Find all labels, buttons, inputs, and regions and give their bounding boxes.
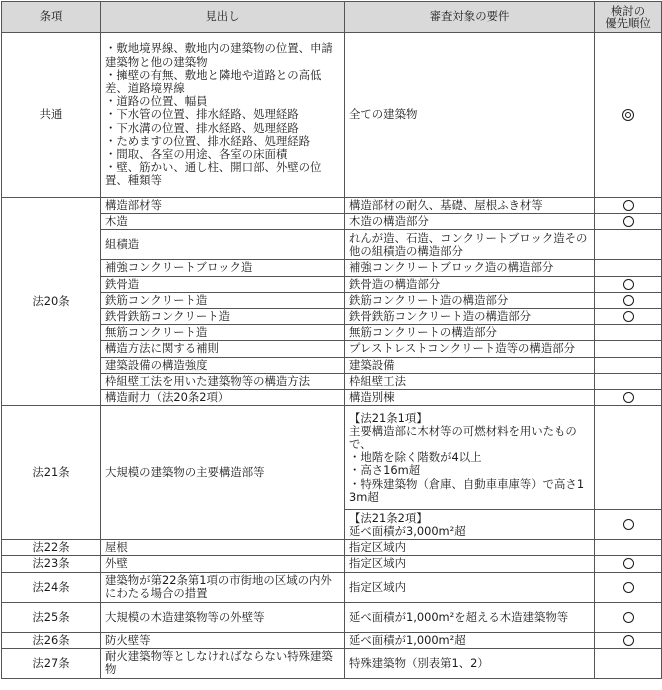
heading-cell: 補強コンクリートブロック造 <box>101 260 345 276</box>
priority-cell <box>595 325 662 341</box>
heading-cell: 外壁 <box>101 556 345 572</box>
requirement-line: ・地階を除く階数が4以上 <box>349 450 482 465</box>
requirement-cell: れんが造、石造、コンクリートブロック造その他の組積造の構造部分 <box>345 230 595 260</box>
priority-cell <box>595 292 662 308</box>
circle-mark <box>623 392 634 403</box>
heading-cell: 大規模の木造建築物等の外壁等 <box>101 602 345 632</box>
requirement-cell: 構造部材の耐久、基礎、屋根ふき材等 <box>345 198 595 214</box>
requirement-cell: 指定区域内 <box>345 556 595 572</box>
heading-line: ・ためますの位置、排水経路、処理経路 <box>105 133 311 148</box>
heading-line: ・下水溝の位置、排水経路、処理経路 <box>105 120 299 135</box>
clause-cell: 法25条 <box>2 602 101 632</box>
requirement-cell: 全ての建築物 <box>345 33 595 198</box>
requirement-cell: 指定区域内 <box>345 572 595 602</box>
requirement-cell: 無筋コンクリートの構造部分 <box>345 325 595 341</box>
heading-cell: 鉄骨鉄筋コンクリート造 <box>101 309 345 325</box>
heading-cell: 耐火建築物等としなければならない特殊建築物 <box>101 648 345 678</box>
header-priority-line1: 検討の <box>610 3 646 18</box>
requirement-line: 【法21条2項】 <box>349 510 428 525</box>
requirement-line: 主要構造部に木材等の可燃材料を用いたもので、 <box>349 423 577 451</box>
requirement-cell: 鉄筋コンクリート造の構造部分 <box>345 292 595 308</box>
heading-cell: 屋根 <box>101 540 345 556</box>
header-priority <box>595 2 662 33</box>
clause-cell: 法21条 <box>2 406 101 540</box>
table-row <box>2 357 662 373</box>
requirement-cell: 延べ面積が1,000m²を超える木造建築物等 <box>345 602 595 632</box>
circle-mark <box>623 279 634 290</box>
requirement-cell: 指定区域内 <box>345 540 595 556</box>
priority-cell <box>595 276 662 292</box>
circle-mark <box>623 558 634 569</box>
requirement-cell: 建築設備 <box>345 357 595 373</box>
table-row <box>2 33 662 198</box>
priority-cell <box>595 510 662 540</box>
priority-cell <box>595 341 662 357</box>
heading-cell <box>101 33 345 198</box>
circle-mark <box>623 612 634 623</box>
requirement-cell: 鉄骨造の構造部分 <box>345 276 595 292</box>
circle-mark <box>623 216 634 227</box>
header-clause: 条項 <box>2 2 101 33</box>
priority-cell <box>595 373 662 389</box>
clause-cell: 法20条 <box>2 198 101 406</box>
priority-cell <box>595 648 662 678</box>
priority-cell <box>595 602 662 632</box>
heading-cell: 構造方法に関する補則 <box>101 341 345 357</box>
requirement-cell: 木造の構造部分 <box>345 214 595 230</box>
table-row <box>2 341 662 357</box>
double-circle-mark <box>622 109 634 121</box>
requirement-cell: 補強コンクリートブロック造の構造部分 <box>345 260 595 276</box>
heading-cell: 組積造 <box>101 230 345 260</box>
table-row <box>2 648 662 678</box>
table-row <box>2 214 662 230</box>
circle-mark <box>623 635 634 646</box>
priority-cell <box>595 572 662 602</box>
requirement-line: ・高さ16m超 <box>349 463 421 478</box>
requirement-cell: 構造別棟 <box>345 390 595 406</box>
header-requirement: 審査対象の要件 <box>345 2 595 33</box>
table-row <box>2 373 662 389</box>
priority-cell <box>595 309 662 325</box>
heading-line: ・道路の位置、幅員 <box>105 94 208 109</box>
heading-cell: 鉄筋コンクリート造 <box>101 292 345 308</box>
clause-cell: 法24条 <box>2 572 101 602</box>
table-row <box>2 276 662 292</box>
heading-cell: 建築設備の構造強度 <box>101 357 345 373</box>
table-row <box>2 632 662 648</box>
heading-line: ・敷地境界線、敷地内の建築物の位置、申請建築物と他の建築物 <box>105 41 333 69</box>
priority-cell <box>595 632 662 648</box>
requirement-cell: 鉄骨鉄筋コンクリート造の構造部分 <box>345 309 595 325</box>
requirements-table <box>1 1 662 679</box>
requirement-line: 【法21条1項】 <box>349 410 428 425</box>
priority-cell <box>595 390 662 406</box>
priority-cell <box>595 406 662 510</box>
priority-cell <box>595 357 662 373</box>
requirement-cell: 枠組壁工法 <box>345 373 595 389</box>
heading-cell: 無筋コンクリート造 <box>101 325 345 341</box>
clause-cell: 法22条 <box>2 540 101 556</box>
priority-cell <box>595 33 662 198</box>
table-row <box>2 556 662 572</box>
table-row <box>2 390 662 406</box>
clause-cell: 共通 <box>2 33 101 198</box>
heading-cell: 枠組壁工法を用いた建築物等の構造方法 <box>101 373 345 389</box>
table-row <box>2 406 662 510</box>
circle-mark <box>623 311 634 322</box>
table-row <box>2 325 662 341</box>
heading-cell: 鉄骨造 <box>101 276 345 292</box>
heading-cell: 構造部材等 <box>101 198 345 214</box>
clause-cell: 法27条 <box>2 648 101 678</box>
header-heading: 見出し <box>101 2 345 33</box>
heading-cell: 構造耐力（法20条2項） <box>101 390 345 406</box>
requirement-cell: プレストレストコンクリート造等の構造部分 <box>345 341 595 357</box>
table-row <box>2 540 662 556</box>
table-row <box>2 292 662 308</box>
clause-cell: 法26条 <box>2 632 101 648</box>
requirement-line: ・特殊建築物（倉庫、自動車車庫等）で高さ13m超 <box>349 476 585 504</box>
circle-mark <box>623 519 634 530</box>
table-row <box>2 572 662 602</box>
heading-line: ・擁壁の有無、敷地と隣地や道路との高低差、道路境界線 <box>105 67 322 95</box>
heading-cell: 建築物が第22条第1項の市街地の区域の内外にわたる場合の措置 <box>101 572 345 602</box>
requirement-cell <box>345 510 595 540</box>
priority-cell <box>595 260 662 276</box>
heading-line: ・間取、各室の用途、各室の床面積 <box>105 147 288 161</box>
requirement-line: 延べ面積が3,000m²超 <box>349 523 466 538</box>
priority-cell <box>595 540 662 556</box>
requirement-cell <box>345 406 595 510</box>
table-header-row <box>2 2 662 33</box>
circle-mark <box>623 582 634 593</box>
priority-cell <box>595 214 662 230</box>
table-row <box>2 602 662 632</box>
requirements-document <box>0 1 662 679</box>
priority-cell <box>595 230 662 260</box>
heading-line: ・下水管の位置、排水経路、処理経路 <box>105 107 299 122</box>
clause-cell: 法23条 <box>2 556 101 572</box>
priority-cell <box>595 556 662 572</box>
heading-cell: 木造 <box>101 214 345 230</box>
table-row <box>2 260 662 276</box>
priority-cell <box>595 198 662 214</box>
requirement-cell: 特殊建築物（別表第1、2） <box>345 648 595 678</box>
heading-line: ・壁、筋かい、通し柱、開口部、外壁の位置、種類等 <box>105 160 322 188</box>
circle-mark <box>623 200 634 211</box>
heading-cell: 防火壁等 <box>101 632 345 648</box>
requirement-cell: 延べ面積が1,000m²超 <box>345 632 595 648</box>
header-priority-line2: 優先順位 <box>605 16 651 30</box>
circle-mark <box>623 295 634 306</box>
table-row <box>2 198 662 214</box>
heading-cell: 大規模の建築物の主要構造部等 <box>101 406 345 540</box>
table-row <box>2 309 662 325</box>
table-row <box>2 230 662 260</box>
